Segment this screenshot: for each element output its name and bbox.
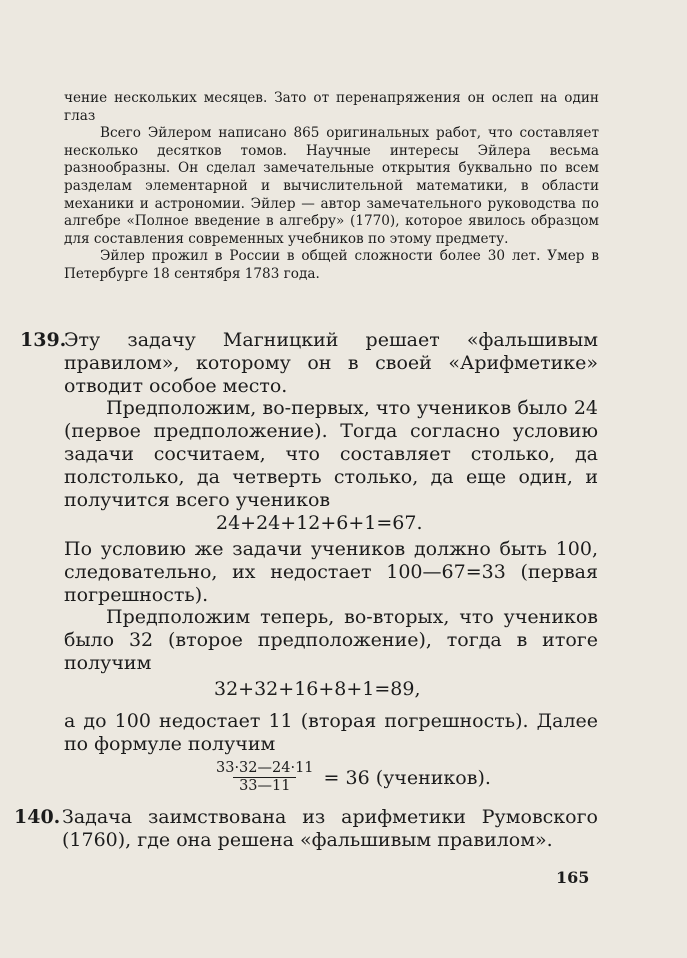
fraction-result: = 36 (учеников).	[323, 766, 491, 789]
paragraph: Предположим, во-первых, что учеников было 24 (первое предположение). Тогда согласно условию задачи сосчитаем, что составляет столько, да полстолько, да четверть столько, да еще один, и получится всего учеников	[64, 397, 598, 511]
paragraph: Предположим теперь, во-вторых, что учеников было 32 (второе предположение), тогда в итоге получим	[64, 606, 598, 674]
paragraph: чение нескольких месяцев. Зато от перенапряжения он ослеп на один глаз	[64, 90, 599, 124]
paragraph: По условию же задачи учеников должно быть 100, следовательно, их недостает 100—67=33 (первая погрешность).	[64, 538, 598, 606]
formula-1: 24+24+12+6+1=67.	[216, 512, 423, 534]
problem-number: 139.	[20, 329, 67, 351]
paragraph: Всего Эйлером написано 865 оригинальных работ, что составляет несколько десятков томов. Научные интересы Эйлера весьма разнообразны. Он сделал замечательные открытия буквально по всем разделам элементарной и вычислительной математики, в области механики и астрономии. Эйлер — автор замечательного руководства по алгебре «Полное введение в алгебру» (1770), которое явилось образцом для составления современных учебников по этому предмету.	[64, 125, 599, 247]
paragraph: а до 100 недостает 11 (вторая погрешность). Далее по формуле получим	[64, 710, 598, 755]
problem-139-text-c	[64, 710, 598, 756]
problem-140-text	[62, 806, 598, 852]
fraction-formula	[214, 760, 491, 795]
fraction-numerator: 33·32—24·11	[216, 760, 314, 776]
paragraph: Эту задачу Магницкий решает «фальшивым правилом», которому он в своей «Арифметике» отводит особое место.	[64, 329, 598, 397]
problem-139-text-b	[64, 538, 598, 675]
page-number: 165	[556, 868, 590, 887]
euler-biography-block	[64, 90, 599, 284]
problem-number: 140.	[14, 806, 61, 828]
formula-2: 32+32+16+8+1=89,	[214, 678, 421, 700]
paragraph: Задача заимствована из арифметики Румовского (1760), где она решена «фальшивым правилом».	[62, 806, 598, 851]
fraction	[214, 760, 316, 795]
problem-139-text-a	[64, 329, 598, 511]
fraction-denominator: 33—11	[233, 777, 296, 795]
paragraph: Эйлер прожил в России в общей сложности более 30 лет. Умер в Петербурге 18 сентября 1783 года.	[64, 248, 599, 282]
